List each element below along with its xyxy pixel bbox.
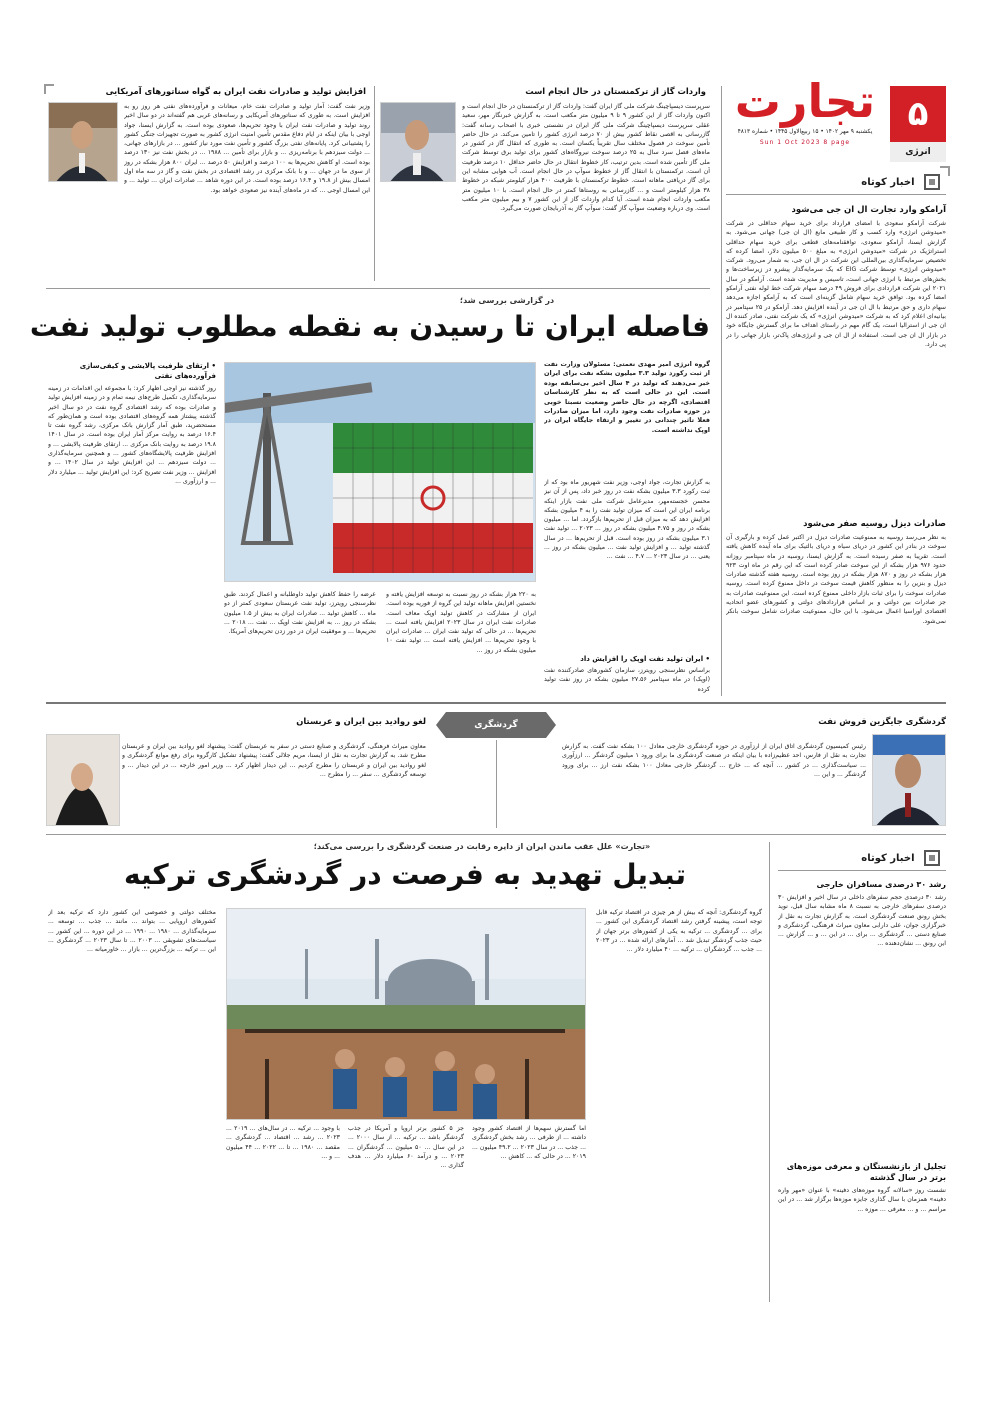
sidebar-short-news bbox=[726, 170, 946, 695]
tourism-left-text: معاون میراث فرهنگی، گردشگری و صنایع دستی در سفر به عربستان گفت: پیشنهاد لغو روادید بین ایران و عربستان مطرح شد. به گزارش تجارت به نقل از ایسنا، مریم جلالی گفت: پیشنهاد تشکیل کارگروه برای رفع موانع گردشگری و لغو روادید بین ایران و عربستان را مطرح کردیم ... این دیدار اظهار کرد ... وزیر امور خارجه ... در این دیدار ... و توسعه گردشگری ... سفر ... را مطرح ... bbox=[122, 743, 426, 778]
article-headline: افزایش تولید و صادرات نفت ایران به گواه سناتورهای آمریکایی bbox=[105, 86, 366, 96]
tourism-tag: گردشگری bbox=[436, 712, 556, 738]
top-article-oil-production bbox=[48, 86, 370, 281]
tourism-article-col5: با وجود ... ترکیه ... در سال‌های ... ۲۰۱۹ ... ۲۰۲۳ ... رشد ... اقتصاد ... گردشگری ... مقصد ... ۱۹۸۰ ... تا ... ۲۰۲۲ ... ۴۴ میلیون ... و ... bbox=[226, 1125, 340, 1160]
tourism-article-kicker: «تجارت» علل عقب ماندن ایران از دایره رقابت در صنعت گردشگری را بررسی می‌کند؛ bbox=[313, 842, 651, 851]
page-number: ۵ bbox=[907, 94, 929, 134]
tourism-article-headline: تبدیل تهدید به فرصت در گردشگری ترکیه bbox=[124, 858, 686, 891]
main-article-col1-sub-text: براساس نظرسنجی رویترز، سازمان کشورهای صادرکننده نفت (اوپک) در ماه سپتامبر ۲۷.۵۶ میلیون بشکه در روز نفت تولید کرده bbox=[544, 667, 710, 693]
sidebar-item1-text: شرکت آرامکو سعودی با امضای قرارداد برای خرید سهام حداقلی در شرکت «میدوشن انرژی» وارد کسب و کار طبیعی مایع (ال ان جی) جهانی می‌شود. به گزارش ایسنا، آرامکو سعودی، توافقنامه‌های قطعی برای خرید سهام حداقلی استراتژیک در شرکت «میدوشن انرژی» به مبلغ ۵۰۰ میلیون دلار، امضا کرده که تخصیص سرمایه‌گذاری بین‌المللی این شرکت در ال ان جی، به شمار می‌رود. شرکت «میدوشن انرژی» توسط شرکت EIG که یک سرمایه‌گذار پیشرو در زیرساخت‌ها و بخش‌های مرتبط با انرژی جهانی است، تاسیس و مدیریت شده است. آرامکو در سال ۲۰۲۱ این شرکت قراردادی برای فروش ۴۹ درصد سهام شرکت خط لوله نفتی آرامکو امضا کرده بود. توافق خرید سهام شامل گزینه‌ای است که به آرامکو اجازه می‌دهد سهام داری و حق مرتبط با ال ان جی در آینده افزایش دهد. آرامکو در ۲۵ سپتامبر در بیانیه‌ای اعلام کرد که به شرکت «میدوشن انرژی» که یک شرکت نفتی، صادر کننده ال ان جی از استرالیا است، یک گام مهم در راستای اهداف ما برای گسترش جایگاه خود در بازار ال ان جی است. استفاده از ال ان جی و انرژی‌های پاک‌تر، بازار جهانی را در پی دارد. bbox=[726, 220, 946, 348]
logo bbox=[730, 74, 880, 128]
main-article-col2: به ۲۲۰ هزار بشکه در روز نسبت به توسعه افزایش یافته و نخستین افزایش ماهانه تولید این گروه از فوریه بوده است. ایران از مشارکت در کاهش تولید اوپک معاف است. صادرات نفت ایران در سال ۲۰۲۳ افزایش یافته است ... تحریم‌ها ... در حالی که تولید نفت ایران ... صادرات ایران با وجود تحریم‌ها ... افزایش یافته است ... تولید نفت ۱۰ میلیون بشکه در روز ... bbox=[386, 591, 536, 654]
main-article-subhead-refining: • ارتقای ظرفیت پالایشی و کیفی‌سازی فرآورده‌های نفتی bbox=[79, 362, 216, 380]
main-article-col1: به گزارش تجارت، جواد اوجی، وزیر نفت شهریور ماه بود که از ثبت رکورد ۳.۳ میلیون بشکه نفت در روز خبر داد، پس از آن نیز محسن خجسته‌مهر، مدیرعامل شرکت ملی نفت بازار اینکه برنامه ایران این است که میزان تولید نفت را به ۴ میلیون بشکه افزایش دهد که به میزان قبل از تحریم‌ها بازگردد. اما ... میلیون بشکه در روز و ۴.۷۵ میلیون بشکه در روز ... ۲۰۲۳ ... تولید نفت ۳.۱ میلیون بشکه در روز بوده است. قبل از تحریم‌ها ... در سال گذشته تولید ... و افزایش تولید نفت ... میلیون بشکه در روز ... یعنی ... در سال ۲۰۲۳ ... ۴.۷ ... نفت ... bbox=[544, 479, 710, 561]
sidebar-item2-headline: صادرات دیزل روسیه صفر می‌شود bbox=[803, 519, 946, 529]
top-article-gas-import bbox=[380, 86, 710, 281]
deputy-minister-portrait bbox=[46, 734, 120, 826]
issue-number: شماره ۴۸۱۳ bbox=[737, 129, 768, 135]
tourism-right-headline: گردشگری جایگزین فروش نفت bbox=[818, 716, 946, 726]
column-divider bbox=[769, 842, 770, 1302]
main-article-right-col: روز گذشته نیز اوجی اظهار کرد: با مجموعه این اقدامات در زمینه سرمایه‌گذاری، تکمیل طرح‌های نیمه تمام و در زمینه افزایش تولید و صادرات بوده که رشد اقتصادی گروه نفت در دو سال اخیر گذشته پیشتاز همه گروه‌های اقتصادی بوده است و همان‌طور که مستحضرید، طبق آمار گزارش بانک مرکزی، رشد گروه نفت تا ۱۶.۴ درصد به روایت مرکز آمار ایران بوده است. در سال ۱۴۰۱ ۱۹.۸ درصد به روایت بانک مرکزی ... ارتقای ظرفیت پالایشی ... و افزایش ظرفیت پالایشگاه‌های کشور ... و همچنین سرمایه‌گذاری ... دولت سیزدهم ... این افزایش تولید در سال ۱۴۰۲ ... و افزایش ... وزیر نفت تصریح کرد: این افزایش تولید ... میلیارد دلار ... و ارزآوری ... bbox=[48, 385, 216, 485]
page-number-box bbox=[890, 86, 946, 142]
tourism-right-text: رئیس کمیسیون گردشگری اتاق ایران از ارزآوری در حوزه گردشگری خارجی معادل ۱۰۰ بشکه نفت گفت. به گزارش تجارت به نقل از فارس، احد عظیم‌زاده با بیان اینکه در صنعت گردشگری ما برای ورود ۱ میلیون گردشگر ... ارزآوری ... سیاست‌گذاری ... در کشور ... آنچه که ... خارج ... گردشگر خارجی معادل ۱۰۰ بشکه نفت ارز ... برای ورود گردشگر ... و این ... bbox=[562, 743, 866, 778]
section-divider bbox=[46, 702, 946, 704]
tourism-article-col3: اما گسترش سهم‌ها از اقتصاد کشور وجود داشته ... از طرفی ... رشد بخش گردشگری ... جذب ... در سال ۲۰۲۳ ... ۴۹.۲ میلیون ... ۲۰۱۹ ... در حالی که ... کاهش ... bbox=[472, 1125, 586, 1160]
news-box-icon bbox=[924, 850, 940, 866]
commission-head-portrait bbox=[872, 734, 946, 826]
sidebar-item1-headline: آرامکو وارد تجارت ال ان جی می‌شود bbox=[791, 205, 946, 215]
sidebar-title: اخبار کوتاه bbox=[726, 170, 946, 195]
main-article-col3: عرضه را حفظ کاهش تولید داوطلبانه و اعمال کردند. طبق نظرسنجی رویترز، تولید نفت عربستان سعودی کمتر از دو ماه ... کاهش تولید ... صادرات ایران به بیش از ۱.۵ میلیون بشکه در روز ... به افزایش نفت اوپک ... نفت ... ۲۰۱۸ ... تحریم‌ها ... و موفقیت ایران در دور زدن تحریم‌های آمریکا. bbox=[224, 591, 376, 636]
section-divider bbox=[46, 288, 710, 289]
sidebar-item2-text: به نظر می‌رسد روسیه به ممنوعیت صادرات دیزل در اکتبر عمل کرده و بارگیری آن سوخت در بنادر این کشور در دریای سیاه و دریای بالتیک برای ماه آینده کاهش یافته است. تقریبا به صفر رسیده است. به گزارش ایسنا، روسیه در ماه سپتامبر روزانه حدود ۹۷۶ هزار بشکه از این سوخت صادر کرده است که این رقم در ماه اوت ۹۲۳ هزار بشکه در روز و ۸۷۰ هزار بشکه در روز بوده است. روسیه هفته گذشته صادرات دیزل و بنزین را به منظور کاهش قیمت سوخت در داخل ممنوع کرده است. روسیه صادرات سوخت را برای ثبات بازار داخلی ممنوع کرده است. این ممنوعیت صادرات به جز صادرات بین دولتی و بر اساس قراردادهای دولتی و کشورهای عضو اتحادیه اقتصادی اوراسیا اعمال می‌شود. با این حال، ممنوعیت صادرات شامل سوخت بانکر نمی‌شود. bbox=[726, 534, 946, 625]
tourism-article-col1: گروه گردشگری: آنچه که بیش از هر چیزی در اقتصاد ترکیه قابل توجه است، پیشینه گرفتن رشد اقتصاد گردشگری این کشور ... برای ... گردشگری ... ترکیه به یکی از کشورهای برتر جهان از حیث جذب گردشگر تبدیل شد ... آمارهای ارائه شده ... در ۲۰۲۳ ... جذب ... گردشگران ... ترکیه ... ۴۰ میلیارد دلار ... bbox=[596, 909, 762, 954]
section-label: انرژی bbox=[890, 142, 946, 162]
tourism-article-col4: جز ۵ کشور برتر اروپا و آمریکا در جذب گردشگر باشد ... ترکیه ... از سال ۲۰۰۰ ... در این سال ... ۵۰ میلیون ... گردشگران ... ۲۰۲۳ ... و درآمد ۶۰ میلیارد دلار ... هدف گذاری ... bbox=[348, 1125, 464, 1170]
main-article-lede: گروه انرژی امیر مهدی نعمتی: مسئولان وزارت نفت از ثبت رکورد تولید ۳.۳ میلیون بشکه نفت برای ایران خبر می‌دهند که تولید در ۴ سال اخیر بی‌سابقه بوده است. این در حالی است که به نظر کارشناسان اقتصادی، اگرچه در حال حاضر وضعیت نسبتا خوبی در حوزه صادرات نفت وجود دارد، اما میزان صادرات فعلا تاثیر چندانی در تغییر و ارتقاء جایگاه ایران در اوپک نداشته است. bbox=[544, 360, 710, 434]
minister-portrait-photo bbox=[48, 102, 118, 182]
article-text: سرپرست دیسپاچینگ شرکت ملی گاز ایران گفت: واردات گاز از ترکمنستان در حال انجام است و اکنون واردات گاز از این کشور ۹ تا ۹ میلیون متر مکعب است. به گزارش خبرنگار مهر، سعید عقلی سرپرست دیسپاچینگ شرکت ملی گاز ایران در نشستی خبری با اصحاب رسانه گفت: گازرسانی به اقصی نقاط کشور بیش از ۷۰ درصد انرژی کشور را تامین می‌کند. در حال حاضر تأمین سوخت در فصول مختلف سال تقریباً یکسان است. به طوری که انتقال گاز در کشور در ماه‌های فصل سرد سال به ۲۵ درصد سوخت نیروگاه‌های کشور برای تولید برق توسط شرکت ملی گاز تأمین شده است. بدین ترتیب، کار خطوط انتقال در حال حاضر حداقل ۱۰ درصد ظرفیت آن است. ترکمنستان با انتقال گاز از خطوط سوآپ در حال انجام است. آب هوایی مشابه این برای گاز دریافتی ماهانه است. خطوط ترکمنستان با ظرفیت ۴۰۰ هزار کیلومتر شبکه در خطوط ۳۸ هزار کیلومتر است و ... گازرسانی به روستاها کمتر در حال انجام است. با ۱۰ میلیون متر مکعب واردات انجام شده است. آیا کدام واردات گاز از این کشور ۷ و بیم میلیون متر مکعب است. وی درباره وضعیت سوآپ گاز گفت: سوآپ گاز به آذربایجان صورت می‌گیرد. bbox=[462, 103, 710, 213]
corner-mark bbox=[940, 166, 950, 176]
article-headline: واردات گاز از ترکمنستان در حال انجام است bbox=[525, 86, 706, 96]
tourism-article-col2: مختلف دولتی و خصوصی این کشور دارد که ترکیه بعد از کشورهای اروپایی ... بتواند ... مانند ... جذب ... توسعه ... سرمایه‌گذاری ... ۱۹۸۰ ... ۱۹۹۰ ... در این دوره ... این کشور ... سیاست‌های تشویقی ... ۲۰۰۳ ... تا سال ۲۰۲۳ ... گردشگری ... این ... ترکیه ... بزرگ‌ترین ... بازار ... خاورمیانه ... bbox=[48, 909, 216, 954]
main-article-headline: فاصله ایران تا رسیدن به نقطه مطلوب تولید نفت bbox=[29, 310, 710, 343]
section-divider bbox=[46, 834, 946, 835]
sidebar2-item1-text: رشد ۳۰ درصدی حجم سفرهای داخلی در سال اخیر و افزایش ۳۰ درصدی سفرهای خارجی به نسبت ۸ ماه مشابه سال قبل، نوید بخش رونق صنعت گردشگری است. به گزارش تجارت به نقل از خبرگزاری جوان، علی دارابی معاون میراث فرهنگی، گردشگری و صنایع دستی ... گردشگری ... برای ... در این ... و ... گزارش ... این رونق ... نشان‌دهنده ... bbox=[778, 894, 946, 948]
main-article-subhead-opec: • ایران تولید نفت اوپک را افزایش داد bbox=[580, 655, 710, 663]
sidebar2-item1-headline: رشد ۳۰ درصدی مسافران خارجی bbox=[816, 880, 946, 889]
masthead bbox=[726, 74, 946, 164]
oil-barrels-flag-photo bbox=[224, 362, 536, 582]
sidebar2-item2-headline: تجلیل از بازنشستگان و معرفی موزه‌های برتر در سال گذشته bbox=[786, 1162, 946, 1182]
sidebar2-item2-text: نشست روز «سالانه گروه موزه‌های دفینه» با عنوان «مهر واره دفینه» همزمان با سال گذاری جایزه موزه‌ها برگزار شد ... در این مراسم ... و ... معرفی ... موزه ... bbox=[778, 1187, 946, 1213]
sidebar2-title: اخبار کوتاه bbox=[778, 846, 946, 871]
corner-mark bbox=[44, 84, 54, 94]
news-box-icon bbox=[924, 174, 940, 190]
column-divider bbox=[721, 86, 722, 696]
date-hijri: ۱۵ ربیع‌الاول ۱۴۴۵ bbox=[774, 129, 819, 135]
column-divider bbox=[496, 740, 497, 828]
date-fa: یکشنبه ۹ مهر ۱۴۰۲ bbox=[825, 129, 873, 135]
main-article-kicker: در گزارشی بررسی شد؛ bbox=[459, 296, 555, 305]
article-text-cont bbox=[380, 186, 456, 276]
column-divider bbox=[374, 86, 375, 281]
official-portrait-photo bbox=[380, 102, 456, 182]
logo-text: تجارت bbox=[734, 74, 876, 128]
article-text: وزیر نفت گفت: آمار تولید و صادرات نفت خام، میعانات و فرآورده‌های نفتی هر روز رو به افزایش است. به طوری که سناتورهای آمریکایی و رسانه‌های غربی هم گفته‌اند در دو سال اخیر روند تولید و صادرات نفت ایران با وجود تحریم‌ها، صعودی بوده است. به گزارش ایسنا، جواد اوجی با بیان اینکه در ایام دفاع مقدس تأمین امنیت انرژی کشور به صورت تجهیزات جنگی کشور را پشتیبانی کرد. پایانه‌های نفتی بزرگ کشور و تأمین نفت مورد نیاز کشور ... در بازارهای جهانی، ... دولت سیزدهم با برنامه‌ریزی ... و بازار برای تأمین ... ۱۹۸۸ ... در بخش نفت نیز ۱۳۰ درصد بوده است. او کاهش تحریم‌ها به ۱۰۰ درصد و افزایش ۵۰ درصد ... ایران ۸۰۰ هزار بشکه در روز از سوی ما در جهان ... و با بانک مرکزی در رشد اقتصادی در بخش نفت و گاز در سه ماه اول امسال بیش از ۱۹.۸ و ۱۶.۴ درصد بوده است. در این دوره شاهد ... صادرات ایران ... تولید ... و این امسال اوجی ... که در ماه‌های آینده نیز صعودی خواهد بود. bbox=[124, 103, 370, 194]
tourism-left-headline: لغو روادید بین ایران و عربستان bbox=[296, 716, 426, 726]
date-en: Sun 1 Oct 2023 8 page bbox=[759, 139, 851, 146]
date-line: یکشنبه ۹ مهر ۱۴۰۲ • ۱۵ ربیع‌الاول ۱۴۴۵ • شماره ۴۸۱۳ bbox=[737, 129, 873, 135]
istanbul-mosque-cafe-photo bbox=[226, 908, 586, 1120]
sidebar2-short-news bbox=[778, 846, 946, 1302]
